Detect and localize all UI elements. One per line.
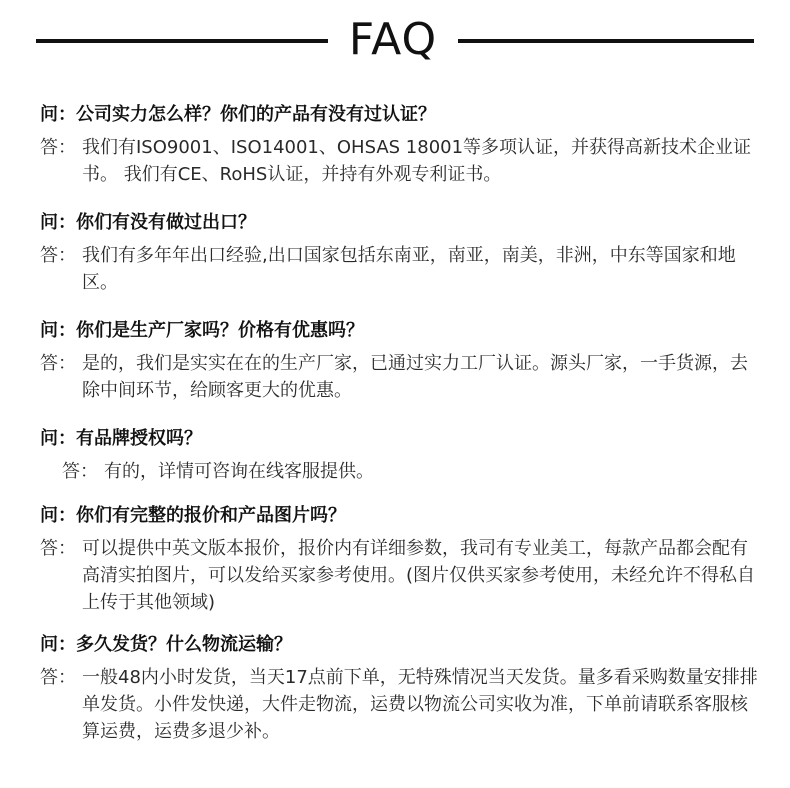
answer-prefix: 答： xyxy=(40,667,76,688)
answer-prefix: 答： xyxy=(62,461,98,482)
question-text: 你们是生产厂家吗？价格有优惠吗？ xyxy=(76,320,364,341)
faq-question xyxy=(40,100,760,130)
question-prefix: 问： xyxy=(40,505,76,526)
answer-text: 我们有多年年出口经验,出口国家包括东南亚，南亚，南美，非洲，中东等国家和地区。 xyxy=(82,245,736,293)
faq-answer xyxy=(40,134,760,188)
page-title: FAQ xyxy=(348,14,438,65)
faq-item xyxy=(40,501,760,630)
faq-list xyxy=(40,100,760,750)
question-text: 多久发货？什么物流运输？ xyxy=(76,634,292,655)
header-rule-left xyxy=(36,39,328,43)
question-text: 你们有没有做过出口？ xyxy=(76,212,256,233)
faq-question xyxy=(40,424,760,454)
faq-item xyxy=(40,100,760,208)
question-prefix: 问： xyxy=(40,104,76,125)
faq-item xyxy=(40,316,760,424)
faq-answer xyxy=(40,458,760,485)
question-text: 你们有完整的报价和产品图片吗？ xyxy=(76,505,346,526)
answer-prefix: 答： xyxy=(40,353,76,374)
faq-item xyxy=(40,208,760,316)
faq-question xyxy=(40,630,760,660)
answer-text: 一般48内小时发货，当天17点前下单，无特殊情况当天发货。量多看采购数量安排排单发货。小件发快递，大件走物流，运费以物流公司实收为准，下单前请联系客服核算运费，运费多退少补。 xyxy=(82,667,758,742)
answer-prefix: 答： xyxy=(40,137,76,158)
faq-question xyxy=(40,501,760,531)
answer-text: 有的，详情可咨询在线客服提供。 xyxy=(104,461,374,482)
question-text: 有品牌授权吗？ xyxy=(76,428,202,449)
faq-answer xyxy=(40,242,760,296)
faq-question xyxy=(40,208,760,238)
faq-answer xyxy=(40,350,760,404)
answer-text: 可以提供中英文版本报价，报价内有详细参数，我司有专业美工，每款产品都会配有高清实拍图片，可以发给买家参考使用。(图片仅供买家参考使用，未经允许不得私自上传于其他领域) xyxy=(82,538,756,613)
faq-answer xyxy=(40,664,760,745)
answer-prefix: 答： xyxy=(40,245,76,266)
faq-item xyxy=(40,424,760,501)
question-prefix: 问： xyxy=(40,634,76,655)
question-prefix: 问： xyxy=(40,428,76,449)
answer-text: 我们有ISO9001、ISO14001、OHSAS 18001等多项认证，并获得高新技术企业证书。 我们有CE、RoHS认证，并持有外观专利证书。 xyxy=(82,137,752,185)
question-text: 公司实力怎么样？你们的产品有没有过认证？ xyxy=(76,104,436,125)
faq-item xyxy=(40,630,760,750)
answer-text: 是的，我们是实实在在的生产厂家，已通过实力工厂认证。源头厂家，一手货源，去除中间环节，给顾客更大的优惠。 xyxy=(82,353,748,401)
question-prefix: 问： xyxy=(40,320,76,341)
header-rule-right xyxy=(458,39,754,43)
faq-header xyxy=(0,10,790,74)
answer-prefix: 答： xyxy=(40,538,76,559)
faq-question xyxy=(40,316,760,346)
faq-answer xyxy=(40,535,760,616)
question-prefix: 问： xyxy=(40,212,76,233)
